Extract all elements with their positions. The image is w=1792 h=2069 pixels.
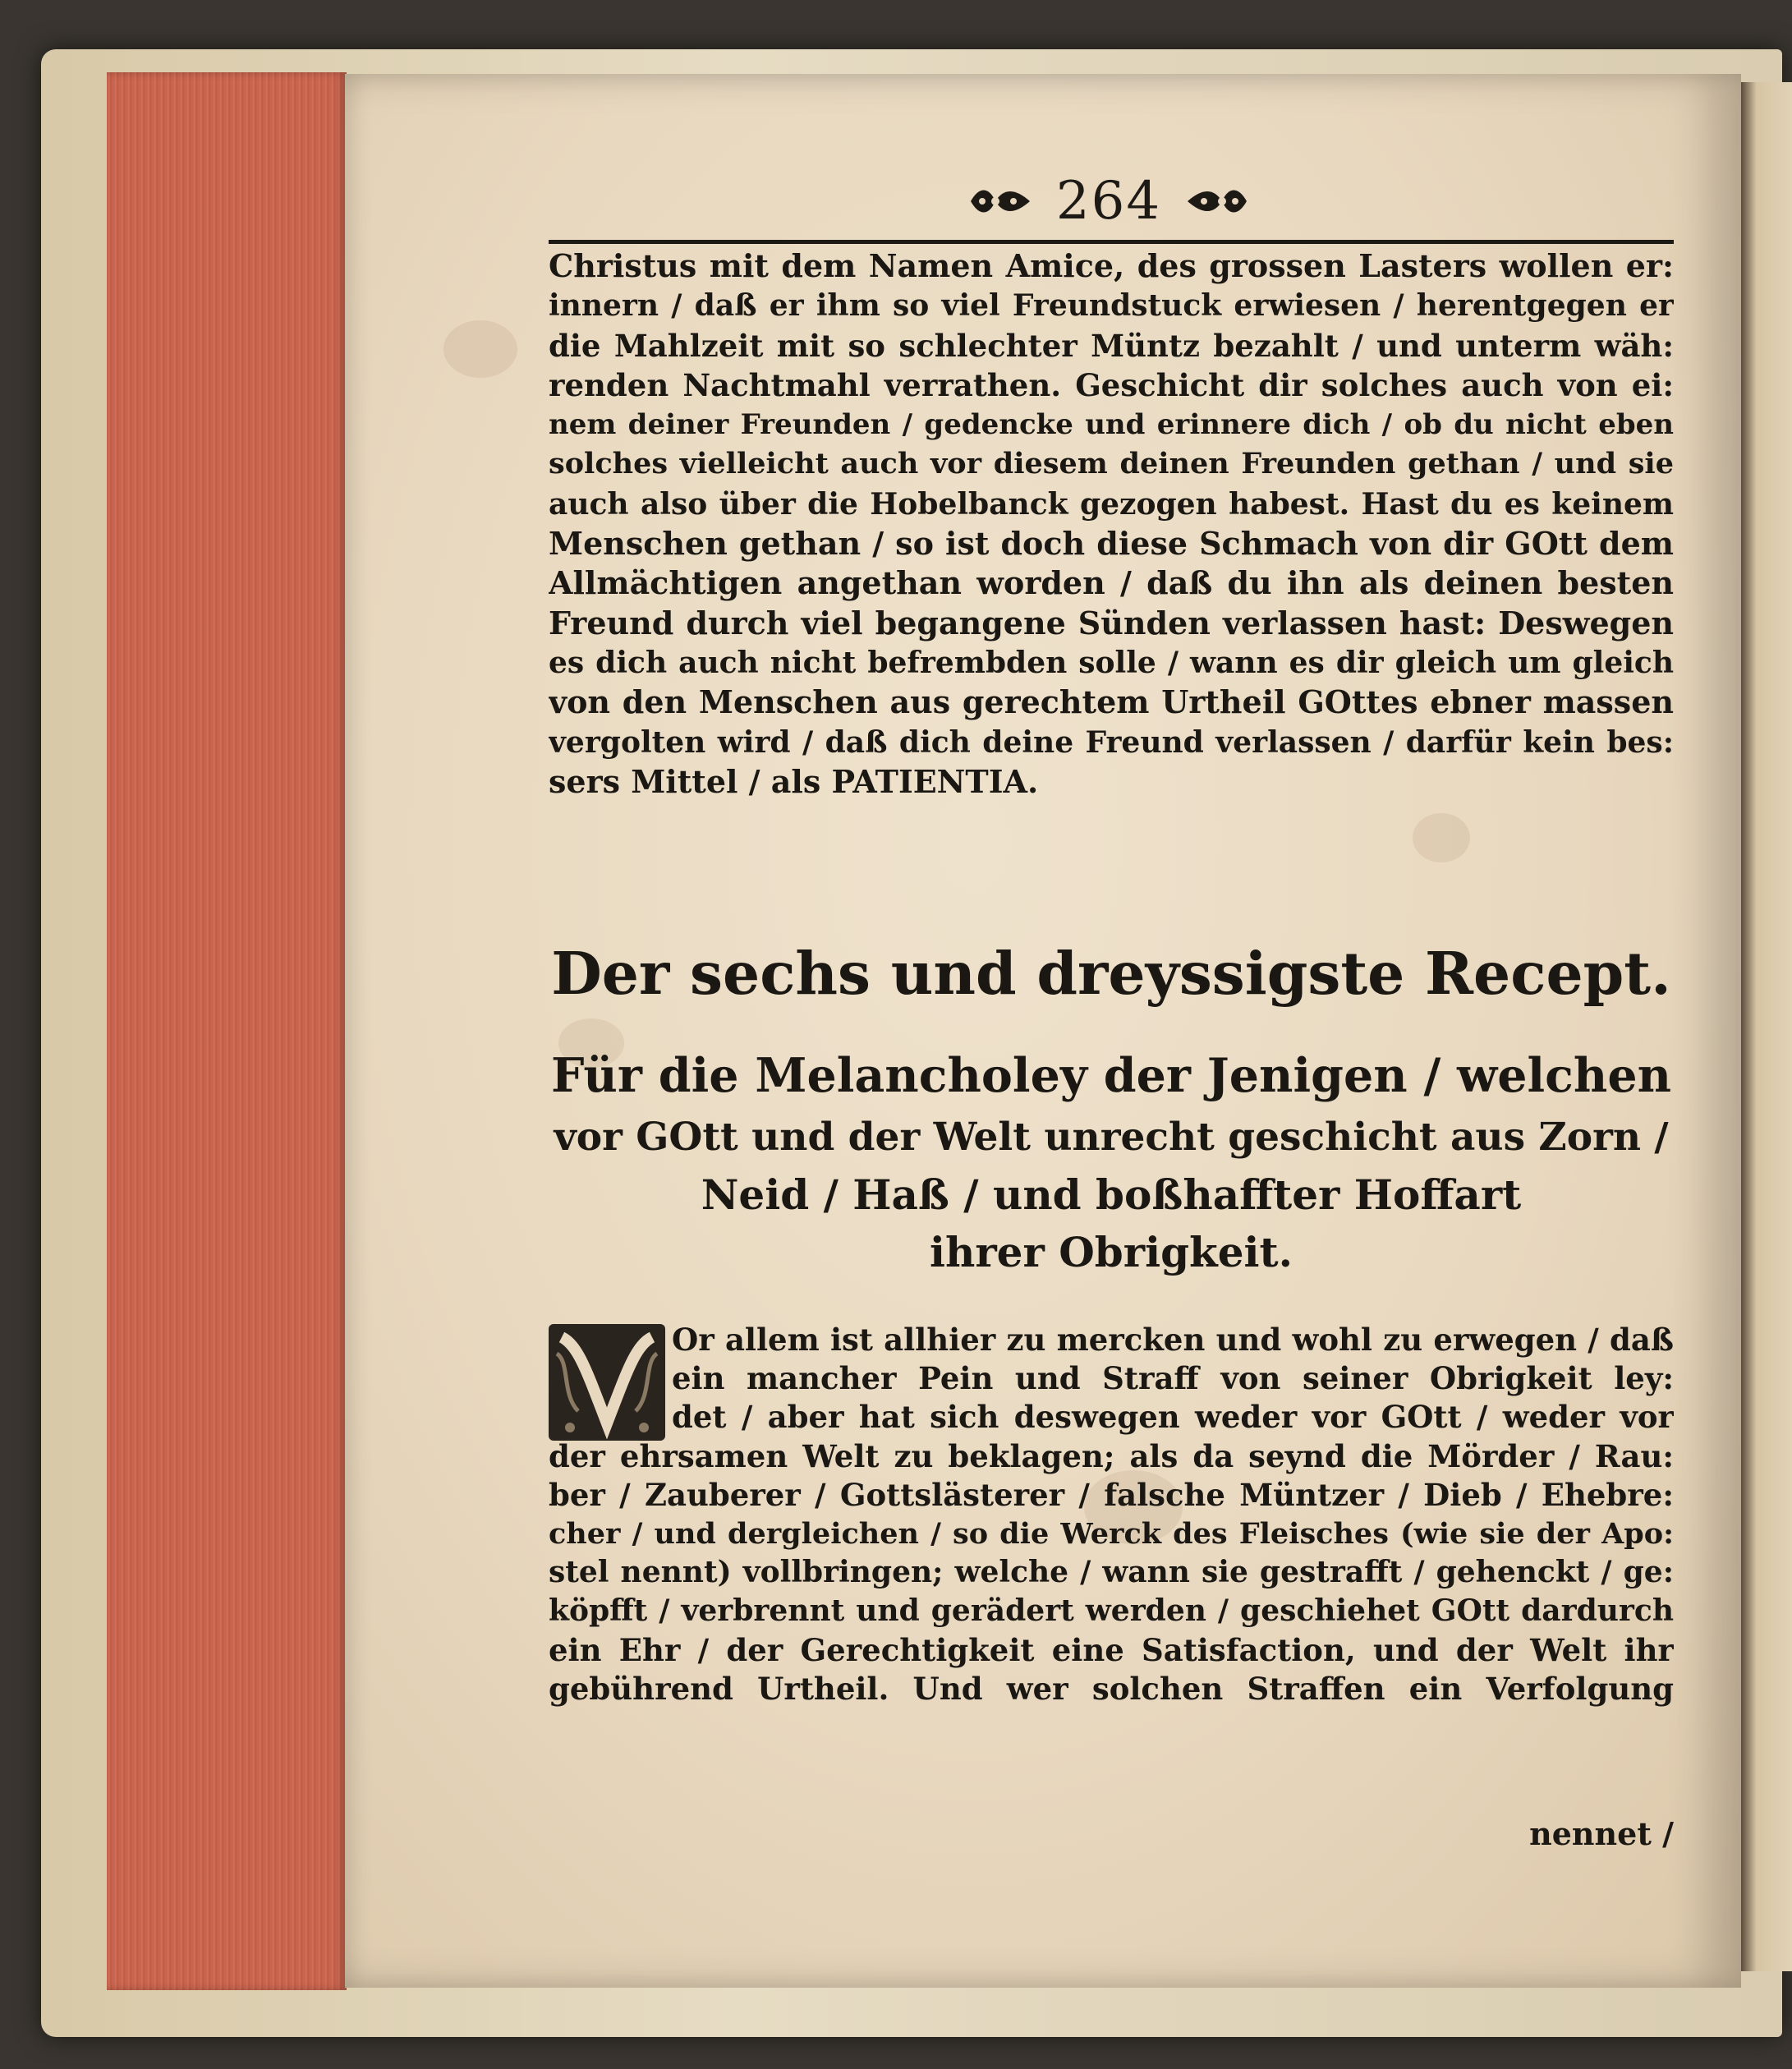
paragraph-1 (549, 246, 1674, 802)
dropcap-letter: V (606, 1403, 608, 1404)
page-header (944, 168, 1273, 234)
subheading-line: vor GOtt und der Welt unrecht geschicht aus Zorn / (554, 1115, 1669, 1160)
text-line: köpfft / verbrennt und gerädert werden / geschiehet GOtt dardurch (549, 1593, 1674, 1629)
text-line: von den Menschen aus gerechtem Urtheil GOttes ebner massen (549, 683, 1674, 721)
subheading-line: Neid / Haß / und boßhaffter Hoffart (701, 1170, 1522, 1219)
subheading-line: Für die Melancholey der Jenigen / welchen (550, 1048, 1672, 1103)
text-line: ein Ehr / der Gerechtigkeit eine Satisfaction, und der Welt ihr (549, 1631, 1674, 1668)
ornament-icon (1184, 183, 1250, 219)
text-line: renden Nachtmahl verrathen. Geschicht dir solches auch von ei: (549, 366, 1674, 403)
next-page-edge (1741, 82, 1792, 1971)
text-line: sers Mittel / als PATIENTIA. (549, 762, 1039, 800)
ornament-icon (967, 183, 1033, 219)
text-line: stel nennt) vollbringen; welche / wann sie gestrafft / gehenckt / ge: (549, 1555, 1674, 1590)
text-line: cher / und dergleichen / so die Werck des Fleisches (wie sie der Apo: (549, 1517, 1674, 1552)
text-line: Menschen gethan / so ist doch diese Schmach von dir GOtt dem (549, 525, 1674, 563)
text-line: vergolten wird / daß dich deine Freund verlassen / darfür kein bes: (549, 724, 1674, 760)
text-line: Christus mit dem Namen Amice, des grossen Lasters wollen er: (549, 247, 1674, 284)
paragraph-2 (549, 1321, 1674, 1708)
text-line: ein mancher Pein und Straff von seiner Obrigkeit ley: (672, 1360, 1674, 1397)
text-line: Or allem ist allhier zu mercken und wohl zu erwegen / daß (672, 1322, 1674, 1358)
page-edges (107, 72, 347, 1990)
text-line: die Mahlzeit mit so schlechter Müntz bezahlt / und unterm wäh: (549, 327, 1674, 364)
text-line: Allmächtigen angethan worden / daß du ihn als deinen besten (549, 564, 1674, 602)
paper-stain (1413, 813, 1470, 862)
catchword: nennet / (1529, 1815, 1674, 1852)
text-line: innern / daß er ihm so viel Freundstuck erwiesen / herentgegen er (549, 288, 1674, 324)
text-line: solches vielleicht auch vor diesem deinen Freunden gethan / und sie (549, 447, 1674, 481)
text-line: nem deiner Freunden / gedencke und erinnere dich / ob du nicht eben (549, 408, 1674, 442)
section-heading: Der sechs und dreyssigste Recept. (551, 939, 1671, 1008)
subheading-line: ihrer Obrigkeit. (929, 1228, 1293, 1276)
text-line: ber / Zauberer / Gottslästerer / falsche Müntzer / Dieb / Ehebre: (549, 1476, 1674, 1513)
text-line: det / aber hat sich deswegen weder vor GOtt / weder vor (672, 1399, 1674, 1436)
paper-stain (443, 320, 517, 378)
text-line: der ehrsamen Welt zu beklagen; als da seynd die Mörder / Rau: (549, 1437, 1674, 1474)
page-number: 264 (1055, 171, 1162, 232)
section-subheading (549, 1043, 1674, 1281)
header-rule (549, 240, 1674, 244)
text-line: es dich auch nicht befrembden solle / wann es dir gleich um gleich (549, 645, 1674, 680)
text-line: gebührend Urtheil. Und wer solchen Straffen ein Verfolgung (549, 1670, 1674, 1707)
text-line: auch also über die Hobelbanck gezogen habest. Hast du es keinem (549, 486, 1674, 522)
text-line: Freund durch viel begangene Sünden verlassen hast: Deswegen (549, 604, 1674, 641)
